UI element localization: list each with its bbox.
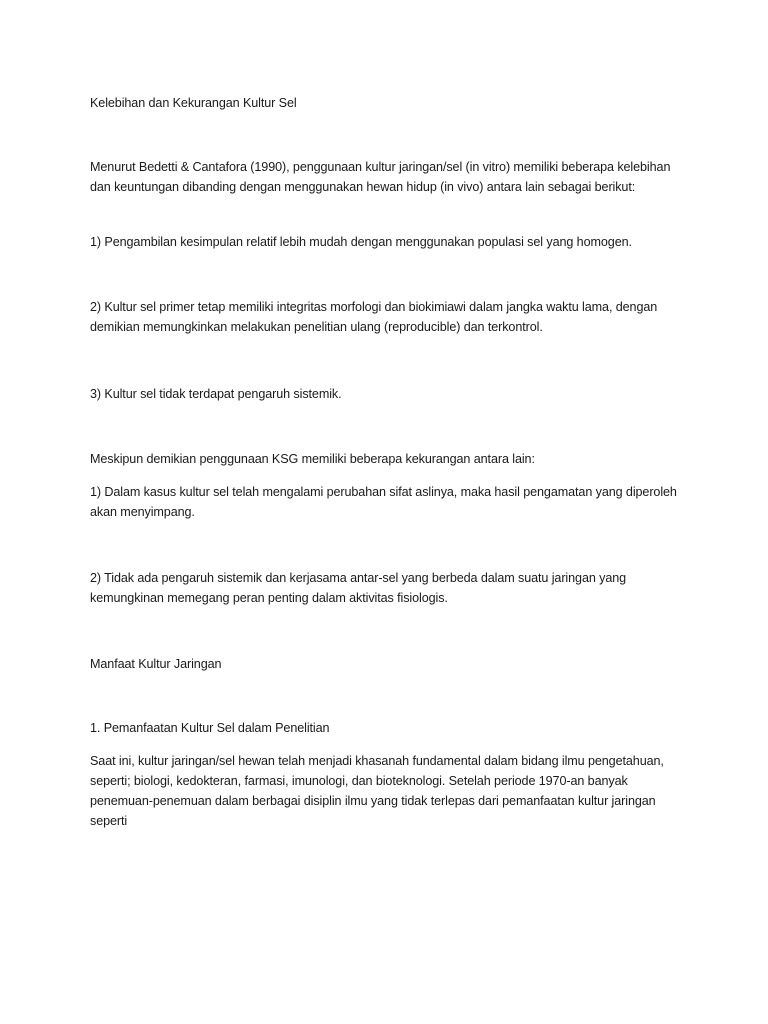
advantage-item-2: 2) Kultur sel primer tetap memiliki integritas morfologi dan biokimiawi dalam jangka waktu lama, dengan demikian memungkinkan melakukan penelitian ulang (reproducible) dan terkontrol. — [90, 300, 658, 334]
subsection-title: 1. Pemanfaatan Kultur Sel dalam Penelitian — [90, 721, 330, 735]
advantage-item-3: 3) Kultur sel tidak terdapat pengaruh sistemik. — [90, 387, 342, 401]
subsection-paragraph: Saat ini, kultur jaringan/sel hewan telah menjadi khasanah fundamental dalam bidang ilmu pengetahuan, seperti; biologi, kedokteran, farmasi, imunologi, dan bioteknologi. Setelah periode 1970-an banyak penemuan-penemuan dalam berbagai disiplin ilmu yang tidak terlepas dari pemanfaatan kultur jaringan seperti — [90, 754, 664, 828]
disadvantage-item-1: 1) Dalam kasus kultur sel telah mengalami perubahan sifat aslinya, maka hasil pengamatan yang diperoleh akan menyimpang. — [90, 485, 677, 519]
disadvantage-item-2: 2) Tidak ada pengaruh sistemik dan kerjasama antar-sel yang berbeda dalam suatu jaringan yang kemungkinan memegang peran penting dalam aktivitas fisiologis. — [90, 571, 627, 605]
intro-paragraph: Menurut Bedetti & Cantafora (1990), penggunaan kultur jaringan/sel (in vitro) memiliki beberapa kelebihan dan keuntungan dibanding dengan menggunakan hewan hidup (in vivo) antara lain sebagai berikut: — [90, 160, 671, 194]
document-title: Kelebihan dan Kekurangan Kultur Sel — [90, 96, 297, 110]
disadvantages-intro: Meskipun demikian penggunaan KSG memiliki beberapa kekurangan antara lain: — [90, 452, 535, 466]
section-title: Manfaat Kultur Jaringan — [90, 657, 222, 671]
advantage-item-1: 1) Pengambilan kesimpulan relatif lebih mudah dengan menggunakan populasi sel yang homogen. — [90, 235, 632, 249]
